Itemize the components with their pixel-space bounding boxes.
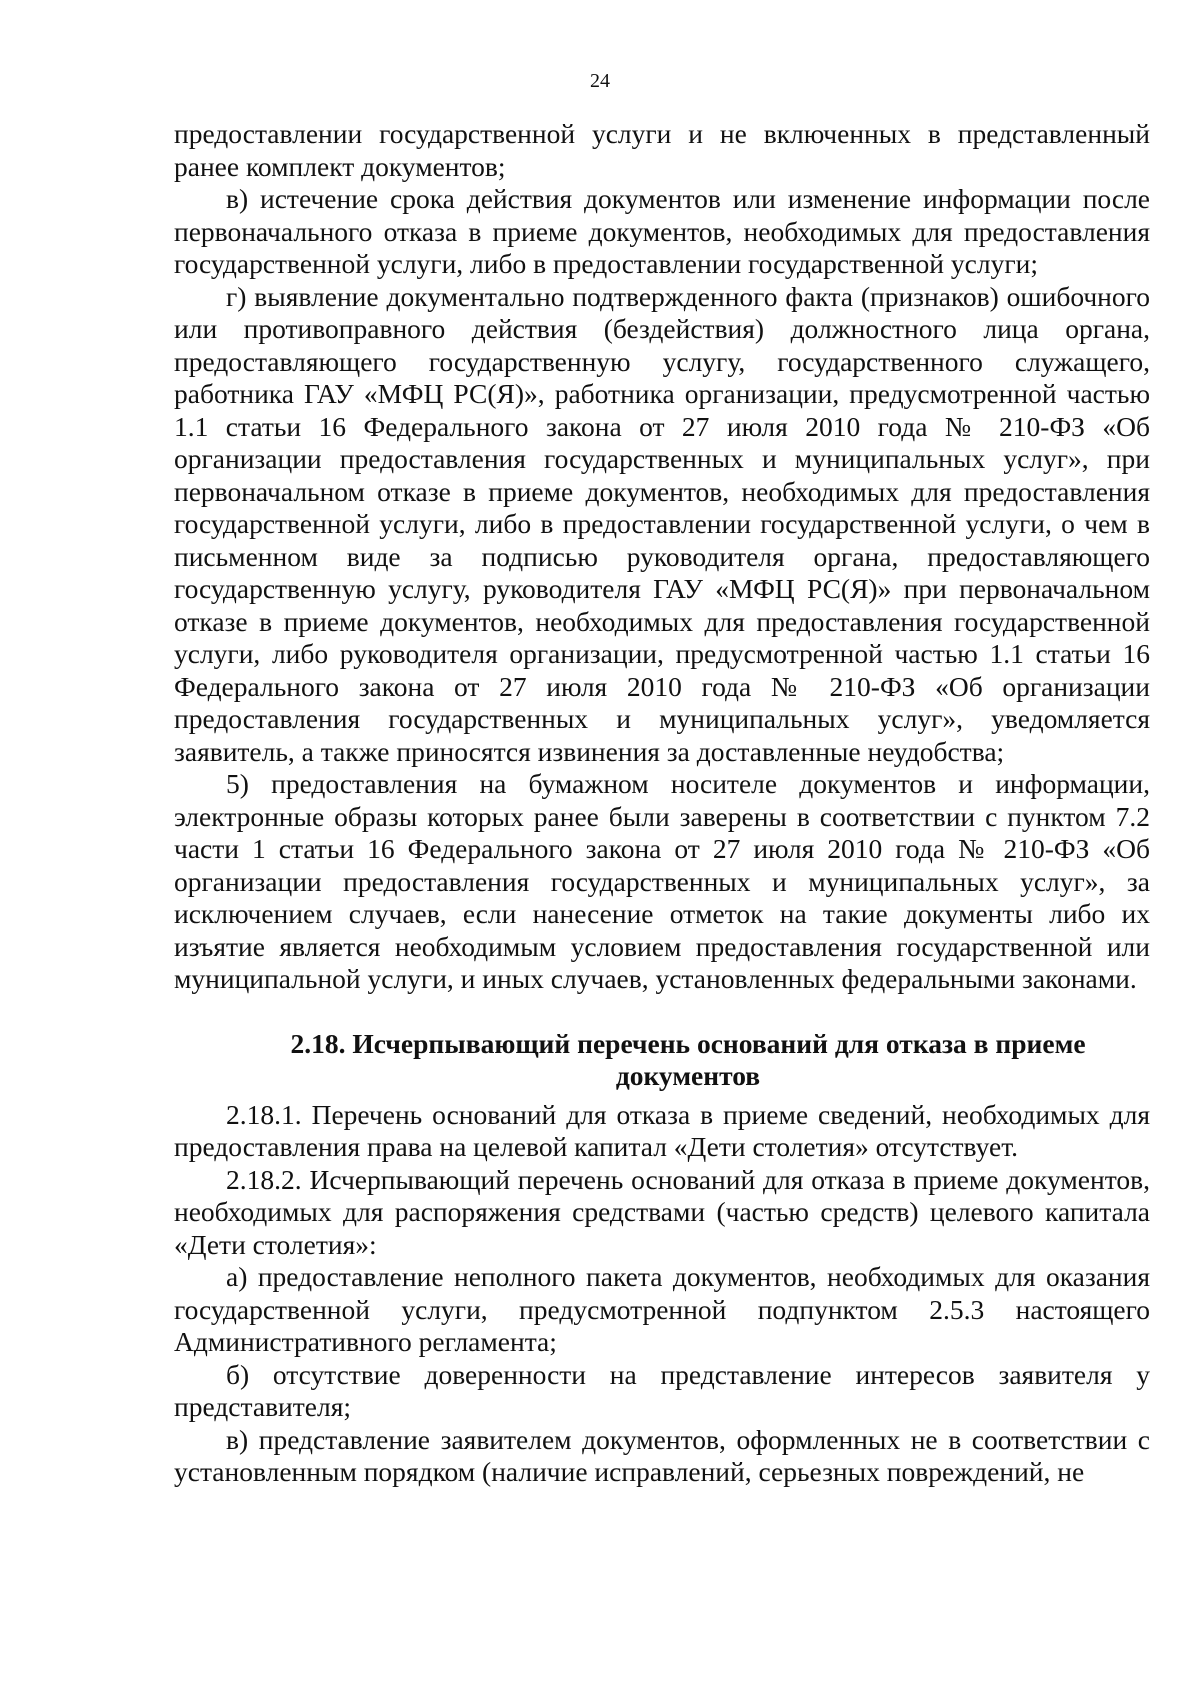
paragraph: 2.18.2. Исчерпывающий перечень оснований для отказа в приеме документов, необходимых для распоряжения средствами (частью средств) целевого капитала «Дети столетия»: — [174, 1163, 1150, 1260]
paragraph: 2.18.1. Перечень оснований для отказа в приеме сведений, необходимых для предоставления права на целевой капитал «Дети столетия» отсутствует. — [174, 1098, 1150, 1162]
paragraphs-before — [174, 118, 1150, 996]
paragraph: в) представление заявителем документов, оформленных не в соответствии с установленным порядком (наличие исправлений, серьезных повреждений, не — [174, 1423, 1150, 1487]
document-body — [174, 118, 1150, 1489]
page-number: 24 — [590, 70, 610, 92]
paragraph: б) отсутствие доверенности на представление интересов заявителя у представителя; — [174, 1358, 1150, 1422]
paragraphs-after — [174, 1099, 1150, 1489]
paragraph: в) истечение срока действия документов или изменение информации после первоначального отказа в приеме документов, необходимых для предоставления государственной услуги, либо в предоставлении государственной услуги; — [174, 183, 1150, 279]
paragraph: 5) предоставления на бумажном носителе документов и информации, электронные образы которых ранее были заверены в соответствии с пунктом 7.2 части 1 статьи 16 Федерального закона от 27 июля 2010 года № 210-ФЗ «Об организации предоставления государственных и муниципальных услуг», за исключением случаев, если нанесение отметок на такие документы либо их изъятие является необходимым условием предоставления государственной или муниципальной услуги, и иных случаев, установленных федеральными законами. — [174, 768, 1150, 994]
paragraph: предоставлении государственной услуги и не включенных в представленный ранее комплект документов; — [174, 118, 1150, 182]
paragraph: г) выявление документально подтвержденного факта (признаков) ошибочного или противоправного действия (бездействия) должностного лица органа, предоставляющего государственную услугу, государственного служащего, работника ГАУ «МФЦ РС(Я)», работника организации, предусмотренной частью 1.1 статьи 16 Федерального закона от 27 июля 2010 года № 210-ФЗ «Об организации предоставления государственных и муниципальных услуг», при первоначальном отказе в приеме документов, необходимых для предоставления государственной услуги, либо в предоставлении государственной услуги, о чем в письменном виде за подписью руководителя органа, предоставляющего государственную услугу, руководителя ГАУ «МФЦ РС(Я)» при первоначальном отказе в приеме документов, необходимых для предоставления государственной услуги, либо руководителя организации, предусмотренной частью 1.1 статьи 16 Федерального закона от 27 июля 2010 года № 210-ФЗ «Об организации предоставления государственных и муниципальных услуг», уведомляется заявитель, а также приносятся извинения за доставленные неудобства; — [174, 280, 1150, 767]
paragraph: а) предоставление неполного пакета документов, необходимых для оказания государственной услуги, предусмотренной подпунктом 2.5.3 настоящего Административного регламента; — [174, 1261, 1150, 1357]
section-heading: 2.18. Исчерпывающий перечень оснований для отказа в приеме документов — [290, 1027, 1086, 1091]
